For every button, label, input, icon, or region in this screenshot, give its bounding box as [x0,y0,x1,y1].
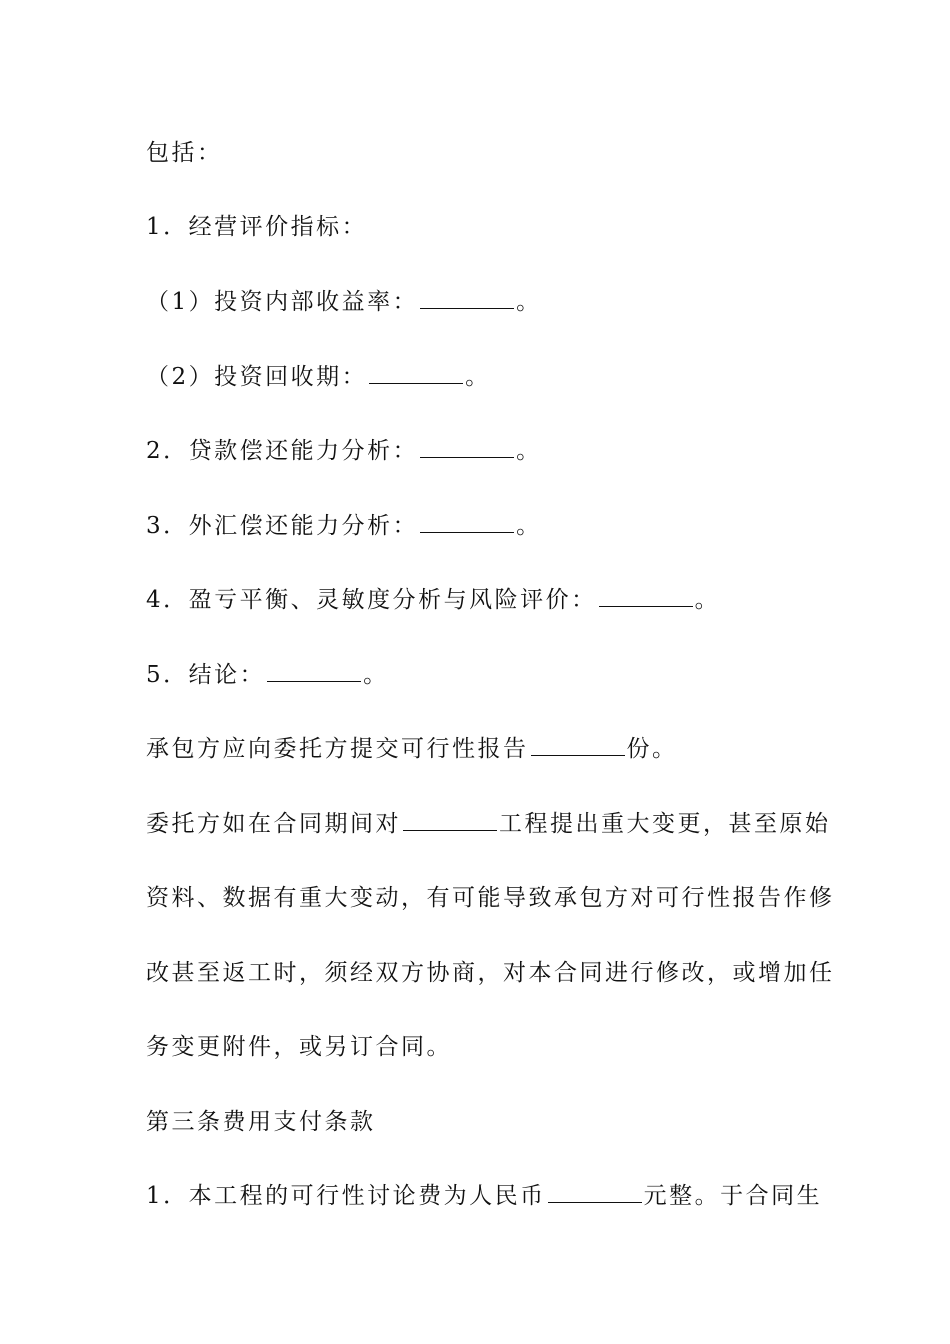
fill-blank[interactable] [267,661,361,682]
fill-blank[interactable] [599,586,693,607]
item-payback-period [146,362,491,392]
line-text: 资料、数据有重大变动，有可能导致承包方对可行性报告作修 [146,885,835,911]
line-text: 4．盈亏平衡、灵敏度分析与风险评价： [146,587,597,613]
line-text-suffix: 元整。于合同生 [643,1183,823,1209]
change-clause-line-1 [146,809,831,839]
line-text: 改甚至返工时，须经双方协商，对本合同进行修改，或增加任 [146,960,835,986]
fill-blank[interactable] [548,1182,642,1203]
line-text: 务变更附件，或另订合同。 [146,1034,452,1060]
heading-operating-indicators [146,212,367,242]
line-text: 包括： [146,140,223,166]
line-text: （1）投资内部收益率： [146,289,419,315]
item-risk-analysis [146,585,720,615]
line-text: 1．本工程的可行性讨论费为人民币 [146,1183,546,1209]
fill-blank[interactable] [369,363,463,384]
item-conclusion [146,660,389,690]
line-text: 委托方如在合同期间对 [146,811,401,837]
section-heading-payment [146,1107,376,1137]
item-irr [146,287,542,317]
change-clause-line-3 [146,958,835,988]
line-text-suffix: 。 [516,289,542,315]
fill-blank[interactable] [420,512,514,533]
payment-clause-line-1 [146,1181,822,1211]
line-text: 5．结论： [146,662,266,688]
text-line-intro [146,138,223,168]
line-text: 2．贷款偿还能力分析： [146,438,419,464]
line-text: 第三条费用支付条款 [146,1109,376,1135]
item-loan-repayment [146,436,542,466]
line-text-suffix: 。 [465,364,491,390]
fill-blank[interactable] [420,288,514,309]
line-text-suffix: 。 [694,587,721,613]
fill-blank[interactable] [420,437,514,458]
line-text-suffix: 。 [516,513,542,539]
fill-blank[interactable] [531,735,625,756]
change-clause-line-4 [146,1032,452,1062]
line-text: 3．外汇偿还能力分析： [146,513,419,539]
line-text-suffix: 份。 [626,736,678,762]
line-text-suffix: 。 [516,438,542,464]
line-text: 1．经营评价指标： [146,214,368,240]
report-copies-line [146,734,678,764]
line-text: 承包方应向委托方提交可行性报告 [146,736,529,762]
line-text-suffix: 。 [363,662,389,688]
fill-blank[interactable] [403,810,497,831]
line-text-suffix: 工程提出重大变更，甚至原始 [499,811,831,837]
item-fx-repayment [146,511,542,541]
change-clause-line-2 [146,883,835,913]
line-text: （2）投资回收期： [146,364,368,390]
